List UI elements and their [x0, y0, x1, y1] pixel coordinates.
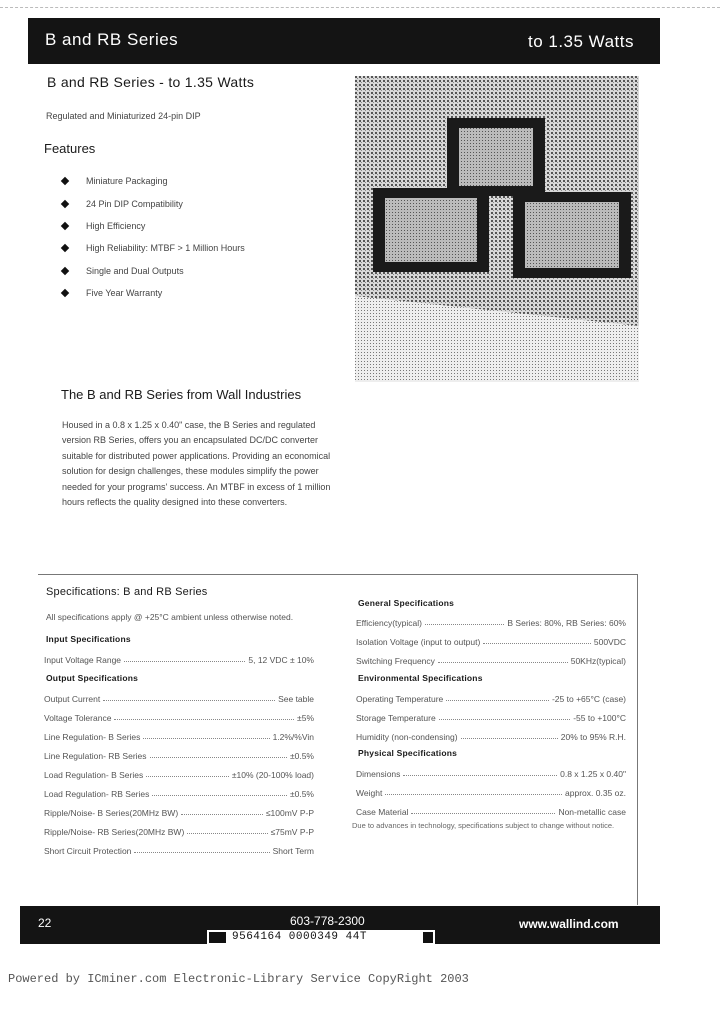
spec-label: Ripple/Noise- RB Series(20MHz BW)	[44, 827, 185, 837]
table-row	[356, 779, 626, 798]
barcode-block-icon	[423, 932, 433, 943]
converter-module-back	[447, 118, 545, 196]
spec-label: Ripple/Noise- B Series(20MHz BW)	[44, 808, 179, 818]
spec-label: Switching Frequency	[356, 656, 435, 666]
leader-dots	[143, 738, 269, 739]
environmental-specs-heading: Environmental Specifications	[358, 673, 483, 683]
spec-label: Storage Temperature	[356, 713, 436, 723]
barcode-text: 9564164 0000349 44T	[232, 931, 367, 943]
spec-value: ±10% (20-100% load)	[231, 770, 314, 780]
spec-value: -55 to +100°C	[573, 713, 626, 723]
converter-module-left	[373, 188, 489, 272]
table-row	[356, 628, 626, 647]
output-specs-heading: Output Specifications	[46, 673, 139, 683]
leader-dots	[187, 833, 267, 834]
leader-dots	[425, 624, 504, 625]
leader-dots	[438, 662, 568, 663]
spec-value: 5, 12 VDC ± 10%	[248, 655, 314, 665]
table-row	[44, 646, 314, 665]
spec-value: 50KHz(typical)	[570, 656, 626, 666]
leader-dots	[385, 794, 562, 795]
environmental-specs-table	[356, 685, 626, 742]
leader-dots	[146, 776, 229, 777]
specifications-title: Specifications: B and RB Series	[46, 586, 208, 598]
table-row	[44, 837, 314, 856]
spec-value: B Series: 80%, RB Series: 60%	[507, 618, 626, 628]
spec-label: Dimensions	[356, 769, 401, 779]
leader-dots	[103, 700, 275, 701]
page-subtitle: Regulated and Miniaturized 24-pin DIP	[46, 111, 201, 121]
list-item	[62, 215, 245, 237]
feature-text: Miniature Packaging	[86, 176, 168, 187]
list-item	[62, 192, 245, 214]
bullet-diamond-icon	[61, 289, 69, 297]
feature-text: High Efficiency	[86, 220, 146, 231]
input-specs-table	[44, 646, 314, 665]
spec-value: ±5%	[297, 713, 314, 723]
physical-specs-table	[356, 760, 626, 817]
table-row	[356, 760, 626, 779]
list-item	[62, 170, 245, 192]
leader-dots	[181, 814, 263, 815]
table-row	[356, 723, 626, 742]
table-row	[356, 685, 626, 704]
list-item	[62, 237, 245, 259]
list-item	[62, 260, 245, 282]
list-item	[62, 282, 245, 304]
leader-dots	[461, 738, 558, 739]
spec-label: Line Regulation- B Series	[44, 732, 141, 742]
table-row	[44, 761, 314, 780]
spec-label: Isolation Voltage (input to output)	[356, 637, 481, 647]
features-heading: Features	[44, 141, 96, 156]
page-edge-line	[0, 7, 720, 9]
phone-number: 603-778-2300	[290, 914, 365, 928]
table-row	[44, 685, 314, 704]
input-specs-heading: Input Specifications	[46, 634, 131, 644]
spec-label: Humidity (non-condensing)	[356, 732, 458, 742]
features-list	[62, 170, 245, 304]
spec-value: ≤75mV P-P	[270, 827, 314, 837]
spec-label: Input Voltage Range	[44, 655, 122, 665]
spec-value: ±0.5%	[289, 789, 314, 799]
spec-value: 1.2%/%Vin	[272, 732, 314, 742]
physical-specs-heading: Physical Specifications	[358, 748, 458, 758]
spec-label: Short Circuit Protection	[44, 846, 132, 856]
header-series-title: B and RB Series	[45, 30, 179, 49]
feature-text: Five Year Warranty	[86, 288, 163, 299]
feature-text: 24 Pin DIP Compatibility	[86, 198, 183, 209]
table-row	[356, 609, 626, 628]
table-row	[356, 647, 626, 666]
table-row	[44, 780, 314, 799]
spec-value: 500VDC	[593, 637, 626, 647]
spec-label: Weight	[356, 788, 383, 798]
table-row	[356, 798, 626, 817]
table-row	[44, 799, 314, 818]
about-heading: The B and RB Series from Wall Industries	[61, 387, 302, 402]
spec-value: ≤100mV P-P	[265, 808, 314, 818]
spec-label: Load Regulation- B Series	[44, 770, 144, 780]
leader-dots	[403, 775, 557, 776]
bullet-diamond-icon	[61, 267, 69, 275]
table-row	[44, 818, 314, 837]
bullet-diamond-icon	[61, 222, 69, 230]
table-row	[44, 742, 314, 761]
header-bar	[28, 18, 660, 64]
table-row	[44, 704, 314, 723]
spec-label: Line Regulation- RB Series	[44, 751, 147, 761]
spec-value: -25 to +65°C (case)	[551, 694, 626, 704]
barcode-block-icon	[209, 932, 226, 943]
spec-value: See table	[278, 694, 314, 704]
converter-module-right	[513, 192, 631, 278]
header-wattage: to 1.35 Watts	[527, 32, 634, 51]
spec-label: Load Regulation- RB Series	[44, 789, 150, 799]
spec-value: 0.8 x 1.25 x 0.40"	[560, 769, 626, 779]
specifications-footnote: Due to advances in technology, specifications subject to change without notice.	[352, 821, 615, 830]
table-row	[44, 723, 314, 742]
leader-dots	[439, 719, 571, 720]
spec-value: Short Term	[272, 846, 314, 856]
specifications-note: All specifications apply @ +25°C ambient unless otherwise noted.	[46, 612, 294, 622]
website-link[interactable]: www.wallind.com	[519, 917, 619, 931]
spec-label: Efficiency(typical)	[356, 618, 422, 628]
leader-dots	[124, 661, 245, 662]
spec-value: ±0.5%	[289, 751, 314, 761]
output-specs-table	[44, 685, 314, 856]
bullet-diamond-icon	[61, 244, 69, 252]
general-specs-heading: General Specifications	[358, 598, 455, 608]
spec-label: Operating Temperature	[356, 694, 444, 704]
leader-dots	[134, 852, 269, 853]
leader-dots	[446, 700, 549, 701]
bullet-diamond-icon	[61, 177, 69, 185]
about-paragraph: Housed in a 0.8 x 1.25 x 0.40" case, the B Series and regulated version RB Series, offers you an encapsulated DC/DC converter suitable for distributed power applications. Providing an economical solution for design challenges, these modules simplify the power needed for your programs' success. An MTBF in excess of 1 million hours reflects the quality designed into these converters.	[62, 420, 331, 508]
leader-dots	[152, 795, 287, 796]
spec-value: 20% to 95% R.H.	[560, 732, 626, 742]
spec-label: Voltage Tolerance	[44, 713, 112, 723]
leader-dots	[483, 643, 591, 644]
bullet-diamond-icon	[61, 199, 69, 207]
table-row	[356, 704, 626, 723]
general-specs-table	[356, 609, 626, 666]
leader-dots	[411, 813, 555, 814]
spec-value: Non-metallic case	[558, 807, 626, 817]
spec-label: Case Material	[356, 807, 409, 817]
leader-dots	[150, 757, 287, 758]
product-photo	[355, 76, 639, 382]
feature-text: High Reliability: MTBF > 1 Million Hours	[86, 243, 245, 254]
spec-value: approx. 0.35 oz.	[565, 788, 626, 798]
leader-dots	[114, 719, 294, 720]
powered-by-line: Powered by ICminer.com Electronic-Library Service CopyRight 2003	[8, 972, 469, 986]
page-number: 22	[38, 916, 52, 930]
page-title: B and RB Series - to 1.35 Watts	[47, 74, 255, 90]
feature-text: Single and Dual Outputs	[86, 265, 184, 276]
spec-label: Output Current	[44, 694, 101, 704]
